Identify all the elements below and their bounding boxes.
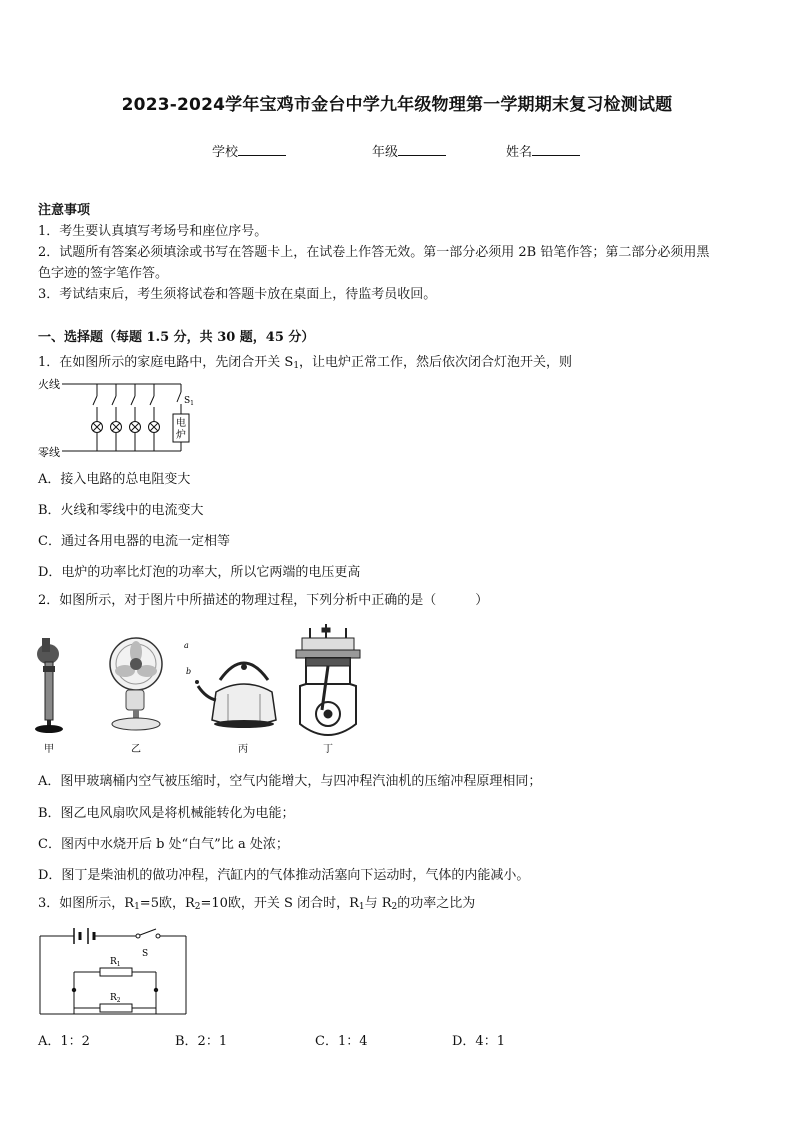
q3-stem-sub: 1 [134,902,140,912]
lamp-branches [92,384,190,451]
q3-stem-part: 与 R [364,896,392,911]
school-blank[interactable] [238,143,286,156]
grade-label: 年级 [372,145,399,160]
notice-item: 1．考生要认真填写考场号和座位序号。 [38,224,268,239]
q1-option-d[interactable]: D．电炉的功率比灯泡的功率大，所以它两端的电压更高 [38,565,361,580]
junction-dot-left [72,988,76,992]
parallel-resistor-circuit-figure [38,926,190,1018]
kettle-mark-a: a [184,641,189,650]
name-field[interactable] [506,141,580,160]
q3-stem-sub: 2 [194,902,201,912]
q3-stem-sub: 1 [358,902,365,912]
switch-label: S [142,949,149,959]
figure-label-ding: 丁 [323,744,333,755]
diesel-engine-image [296,624,360,735]
neutral-wire-label: 零线 [38,446,60,459]
heater-label-1: 电 [176,418,186,429]
page-title: 2023-2024学年宝鸡市金台中学九年级物理第一学期期末复习检测试题 [121,95,673,115]
q1-option-b[interactable]: B．火线和零线中的电流变大 [38,503,204,518]
notice-item: 色字迹的签字笔作答。 [38,266,169,281]
heater-label-2: 炉 [176,430,186,441]
household-circuit-figure [38,374,208,460]
q1-stem-sub: 1 [293,361,300,371]
live-wire-label: 火线 [38,378,60,391]
electric-fan-image [110,638,162,730]
q3-option-a[interactable]: A．1：2 [38,1034,90,1049]
s1-sub: 1 [190,400,194,407]
name-label: 姓名 [506,145,533,160]
q3-stem-sub: 2 [391,902,398,912]
r1-sub: 1 [116,961,121,968]
q3-stem-part: =5欧，R [139,896,195,911]
question-3-stem [38,894,475,917]
school-label: 学校 [212,145,239,160]
q1-stem-part: ，让电炉正常工作，然后依次闭合灯泡开关，则 [299,355,573,370]
q2-option-c[interactable]: C．图丙中水烧开后 b 处“白气”比 a 处浓； [38,837,289,852]
notice-heading: 注意事项 [38,203,91,218]
kettle-mark-b: b [186,667,192,676]
q2-option-a[interactable]: A．图甲玻璃桶内空气被压缩时，空气内能增大，与四冲程汽油机的压缩冲程原理相同； [38,774,542,789]
r1-letter: R [110,957,117,967]
q3-stem-part: 3．如图所示，R [38,896,135,911]
r2-label [110,993,121,1004]
q3-stem-part: 的功率之比为 [397,896,476,911]
figure-label-jia: 甲 [44,744,54,755]
section-heading: 一、选择题（每题 1.5 分，共 30 题，45 分） [38,330,315,345]
name-blank[interactable] [532,143,580,156]
s1-label [184,396,194,407]
q2-option-d[interactable]: D．图丁是柴油机的做功冲程，汽缸内的气体推动活塞向下运动时，气体的内能减小。 [38,868,530,883]
r1-label [110,957,121,968]
q3-option-d[interactable]: D．4：1 [452,1034,505,1049]
compression-tube-image [35,638,63,733]
q1-stem-part: 1．在如图所示的家庭电路中，先闭合开关 S [38,355,294,370]
r2-letter: R [110,993,117,1003]
q2-option-b[interactable]: B．图乙电风扇吹风是将机械能转化为电能； [38,806,295,821]
q3-stem-part: =10欧，开关 S 闭合时，R [200,896,359,911]
notice-item: 3．考试结束后，考生须将试卷和答题卡放在桌面上，待监考员收回。 [38,287,437,302]
question-2-stem: 2．如图所示，对于图片中所描述的物理过程，下列分析中正确的是（ ） [38,593,489,608]
school-field[interactable] [212,141,286,160]
q3-option-c[interactable]: C．1：4 [315,1034,368,1049]
junction-dot-right [154,988,158,992]
q1-option-c[interactable]: C．通过各用电器的电流一定相等 [38,534,230,549]
grade-field[interactable] [372,141,446,160]
figure-label-bing: 丙 [238,744,248,755]
q1-option-a[interactable]: A．接入电路的总电阻变大 [38,472,191,487]
physics-process-figures [30,624,370,760]
grade-blank[interactable] [398,143,446,156]
kettle-image [184,641,276,728]
question-1-stem [38,353,572,376]
r2-sub: 2 [116,997,121,1004]
s1-letter: S [184,396,191,406]
notice-item: 2．试题所有答案必须填涂或书写在答题卡上，在试卷上作答无效。第一部分必须用 2B 铅笔作答；第二部分必须用黑 [38,245,710,260]
q3-option-b[interactable]: B．2：1 [175,1034,228,1049]
figure-label-yi: 乙 [131,744,141,755]
